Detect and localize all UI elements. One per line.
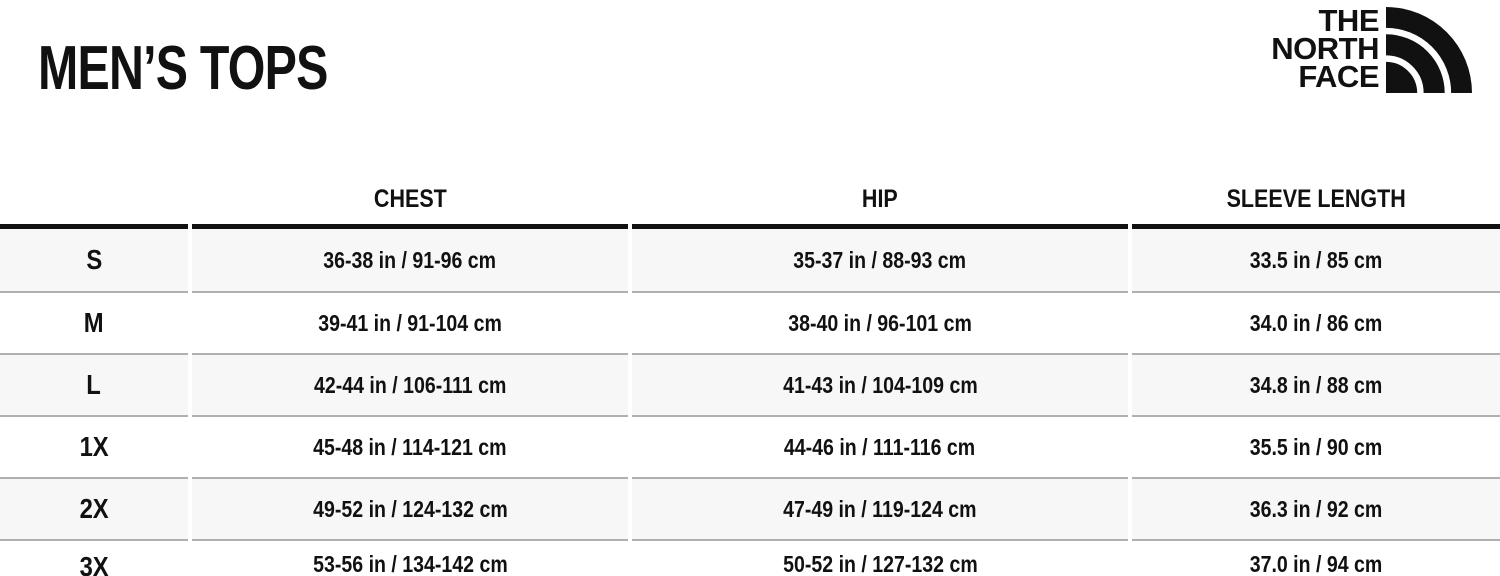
north-face-logo xyxy=(1271,3,1472,94)
wordmark-line-the: THE xyxy=(1318,3,1379,38)
table-row-1x-hip: 44-46 in / 111-116 cm xyxy=(632,415,1128,477)
table-row-m-sleeve: 34.0 in / 86 cm xyxy=(1132,291,1500,353)
table-row-2x-hip: 47-49 in / 119-124 cm xyxy=(632,477,1128,539)
table-row-m-chest: 39-41 in / 91-104 cm xyxy=(192,291,628,353)
chest-column-header: CHEST xyxy=(192,175,628,229)
wordmark-line-face: FACE xyxy=(1298,59,1379,94)
size-table xyxy=(0,175,1500,576)
table-row-l-hip: 41-43 in / 104-109 cm xyxy=(632,353,1128,415)
table-row-3x-size: 3X xyxy=(0,539,188,576)
table-row-2x-chest: 49-52 in / 124-132 cm xyxy=(192,477,628,539)
table-row-1x-size: 1X xyxy=(0,415,188,477)
sleeve-length-column-header: SLEEVE LENGTH xyxy=(1132,175,1500,229)
table-row-3x-sleeve: 37.0 in / 94 cm xyxy=(1132,539,1500,576)
north-face-wordmark xyxy=(1271,3,1379,94)
half-dome-icon xyxy=(1386,7,1472,93)
page-title xyxy=(38,34,409,103)
table-row-3x-chest: 53-56 in / 134-142 cm xyxy=(192,539,628,576)
table-row-s-chest: 36-38 in / 91-96 cm xyxy=(192,229,628,291)
table-row-l-sleeve: 34.8 in / 88 cm xyxy=(1132,353,1500,415)
wordmark-line-north: NORTH xyxy=(1271,31,1379,66)
size-column-header xyxy=(0,175,188,229)
table-row-s-size: S xyxy=(0,229,188,291)
table-row-l-size: L xyxy=(0,353,188,415)
page-title-text: MEN’S TOPS xyxy=(38,34,328,103)
table-row-m-size: M xyxy=(0,291,188,353)
table-row-1x-chest: 45-48 in / 114-121 cm xyxy=(192,415,628,477)
table-row-s-sleeve: 33.5 in / 85 cm xyxy=(1132,229,1500,291)
table-row-2x-size: 2X xyxy=(0,477,188,539)
hip-column-header: HIP xyxy=(632,175,1128,229)
table-row-m-hip: 38-40 in / 96-101 cm xyxy=(632,291,1128,353)
table-row-3x-hip: 50-52 in / 127-132 cm xyxy=(632,539,1128,576)
table-row-l-chest: 42-44 in / 106-111 cm xyxy=(192,353,628,415)
table-row-1x-sleeve: 35.5 in / 90 cm xyxy=(1132,415,1500,477)
table-row-s-hip: 35-37 in / 88-93 cm xyxy=(632,229,1128,291)
table-row-2x-sleeve: 36.3 in / 92 cm xyxy=(1132,477,1500,539)
